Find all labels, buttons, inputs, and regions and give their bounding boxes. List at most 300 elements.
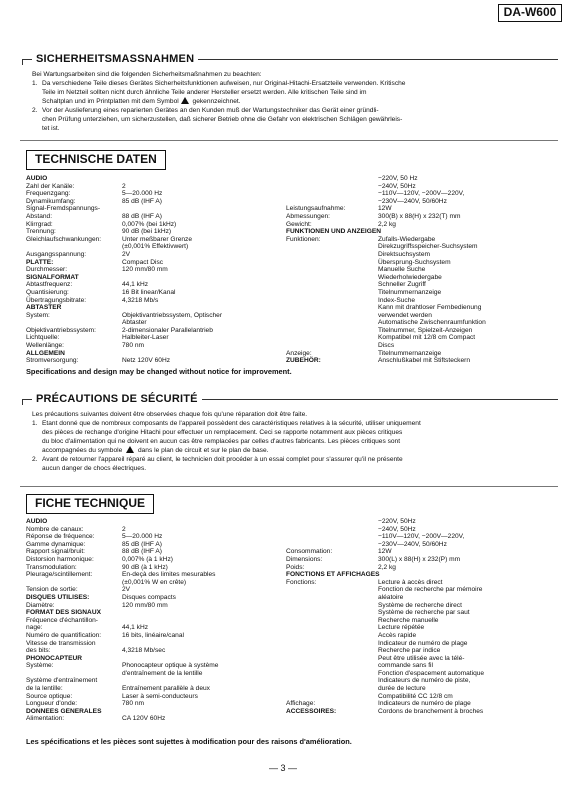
- spec-row: [286, 556, 556, 564]
- spec-label: [286, 175, 378, 183]
- spec-value: 44,1 kHz: [122, 624, 149, 632]
- spec-value: (±0,001% W en crête): [122, 578, 187, 586]
- spec-value: 5—20.000 Hz: [122, 533, 163, 541]
- spec-label: Objektivantriebssystem:: [26, 326, 96, 334]
- spec-value: 88 dB (IHF A): [122, 212, 162, 220]
- divider: [20, 486, 558, 487]
- spec-label: FORMAT DES SIGNAUX: [26, 609, 101, 617]
- tech-fr-left-column: [26, 518, 266, 723]
- spec-value: 5—20.000 Hz: [122, 190, 163, 198]
- spec-value: [381, 228, 556, 236]
- spec-label: [26, 243, 122, 251]
- spec-label: AUDIO: [26, 175, 48, 182]
- spec-label: ABTASTER: [26, 304, 62, 312]
- spec-label: [286, 586, 378, 594]
- safety-fr-intro: Les précautions suivantes doivent être observées chaque fois qu'une réparation doit être faite.: [32, 411, 308, 418]
- spec-label: [286, 289, 378, 297]
- spec-label: Abstand:: [26, 212, 53, 220]
- spec-label: ZUBEHÖR:: [286, 357, 321, 365]
- spec-row: [286, 700, 556, 708]
- spec-label: Klirrgrad:: [26, 220, 53, 228]
- spec-label: Alimentation:: [26, 715, 65, 723]
- spec-value: Lecture à accès direct: [378, 578, 443, 586]
- spec-row: [26, 198, 266, 206]
- spec-value: 2,2 kg: [378, 220, 396, 228]
- spec-value: Recherche par indice: [378, 647, 441, 655]
- safety-fr-body: [32, 410, 552, 473]
- spec-label: [286, 662, 378, 670]
- spec-row: [286, 602, 556, 610]
- spec-value: Accès rapide: [378, 631, 417, 639]
- spec-label: [286, 526, 378, 534]
- spec-label: Wellenlänge:: [26, 342, 65, 350]
- spec-value: [122, 640, 266, 648]
- tech-de-note: Specifications and design may be changed without notice for improvement.: [26, 367, 292, 376]
- spec-row: [286, 228, 556, 236]
- spec-row: [26, 281, 266, 289]
- spec-row: [286, 594, 556, 602]
- spec-label: Durchmesser:: [26, 266, 68, 274]
- spec-row: [286, 259, 556, 267]
- spec-label: Affichage:: [286, 700, 316, 708]
- spec-row: [26, 571, 266, 579]
- item-line: dans le plan de circuit et sur le plan de base.: [137, 447, 269, 454]
- item-number: 2.: [32, 456, 38, 463]
- tech-de-left-column: [26, 175, 266, 365]
- spec-label: [286, 266, 378, 274]
- spec-row: [286, 579, 556, 587]
- spec-row: [286, 289, 556, 297]
- item-line: Vor der Auslieferung eines reparierten Gerätes an den Kunden muß der Wartungstechniker das Gerät einer gründli-: [42, 107, 379, 114]
- spec-label: [286, 693, 378, 701]
- spec-value: −240V, 50Hz: [378, 525, 416, 533]
- spec-row: [286, 632, 556, 640]
- spec-row: [286, 609, 556, 617]
- item-number: 2.: [32, 107, 38, 114]
- tech-fr-note: Les spécifications et les pièces sont sujettes à modification pour des raisons d'amélioration.: [26, 737, 352, 746]
- spec-row: [26, 655, 266, 663]
- spec-row: [286, 312, 556, 320]
- warning-triangle-icon: [181, 97, 189, 104]
- spec-row: [286, 190, 556, 198]
- spec-value: Netz 120V 60Hz: [122, 357, 171, 365]
- spec-row: [26, 594, 266, 602]
- spec-label: Abtastfrequenz:: [26, 281, 73, 289]
- spec-row: [286, 281, 556, 289]
- spec-label: [286, 677, 378, 685]
- item-line: accompagnées du symbole: [42, 447, 123, 454]
- spec-label: DISQUES UTILISES:: [26, 593, 90, 601]
- spec-value: −230V—240V, 50/60Hz: [378, 540, 447, 548]
- spec-value: 2-dimensionaler Parallelantrieb: [122, 326, 213, 334]
- spec-row: [26, 526, 266, 534]
- spec-value: Compact Disc: [122, 258, 164, 266]
- spec-value: 12W: [378, 548, 392, 556]
- spec-row: [26, 289, 266, 297]
- spec-label: [286, 594, 378, 602]
- spec-value: 300(B) x 88(H) x 232(T) mm: [378, 212, 461, 220]
- spec-row: [286, 685, 556, 693]
- spec-label: [286, 297, 378, 305]
- spec-value: Lecture répétée: [378, 624, 425, 632]
- spec-value: 12W: [378, 205, 392, 213]
- spec-row: [26, 677, 266, 685]
- spec-label: AUDIO: [26, 518, 48, 525]
- spec-row: [26, 213, 266, 221]
- spec-value: Übersprung-Suchsystem: [378, 258, 451, 266]
- spec-label: ALLGEMEIN: [26, 349, 65, 357]
- spec-label: [286, 624, 378, 632]
- spec-label: [286, 617, 378, 625]
- spec-value: Indicateurs de numéro de piste,: [378, 677, 471, 685]
- spec-label: Gewicht:: [286, 220, 312, 228]
- spec-value: Kann mit drahtloser Fernbedienung: [378, 304, 482, 312]
- spec-label: [286, 609, 378, 617]
- spec-value: d'entraînement de la lentille: [122, 669, 203, 677]
- spec-value: 780 nm: [122, 700, 144, 708]
- spec-row: [26, 617, 266, 625]
- spec-label: [286, 243, 378, 251]
- item-line: Schaltplan und im Printplatten mit dem Symbol: [42, 98, 179, 105]
- spec-label: Consommation:: [286, 548, 333, 556]
- spec-label: [286, 533, 378, 541]
- item-line: Teile im Netzteil sollten nicht durch ähnliche Teile anderer Hersteller ersetzt werden. Alle kritischen Teile sind im: [42, 89, 367, 96]
- spec-label: Tension de sortie:: [26, 586, 78, 594]
- spec-value: Schneller Zugriff: [378, 281, 426, 289]
- safety-fr-item-1: [32, 419, 552, 455]
- spec-value: [122, 677, 266, 685]
- spec-row: [286, 541, 556, 549]
- spec-value: Halbleiter-Laser: [122, 334, 169, 342]
- spec-row: [26, 685, 266, 693]
- spec-row: [26, 586, 266, 594]
- spec-row: [286, 236, 556, 244]
- spec-row: [26, 312, 266, 320]
- spec-value: 90 dB (à 1 kHz): [122, 563, 168, 571]
- spec-value: 2: [122, 525, 126, 533]
- spec-label: Rapport signal/bruit:: [26, 548, 86, 556]
- spec-row: [286, 548, 556, 556]
- item-line: des pièces de rechange d'origine Hitachi pour effectuer un remplacement. Ceci se rapporte notamment aux pièces critiques: [42, 429, 403, 436]
- spec-row: [26, 319, 266, 327]
- spec-row: [286, 297, 556, 305]
- spec-row: [26, 183, 266, 191]
- spec-value: 90 dB (bei 1kHz): [122, 228, 172, 236]
- spec-value: 0,007% (à 1 kHz): [122, 555, 173, 563]
- safety-fr-header: [22, 392, 558, 406]
- spec-row: [26, 518, 266, 526]
- spec-row: [26, 350, 266, 358]
- spec-label: Abmessungen:: [286, 212, 330, 220]
- spec-label: [286, 655, 378, 663]
- spec-label: Vitesse de transmission: [26, 639, 96, 647]
- item-line: gekennzeichnet.: [192, 98, 241, 105]
- spec-value: 85 dB (IHF A): [122, 540, 162, 548]
- spec-label: Numéro de quantification:: [26, 631, 102, 639]
- spec-label: [286, 198, 378, 206]
- spec-value: 16 bits, linéaire/canal: [122, 631, 184, 639]
- spec-value: 780 nm: [122, 342, 144, 350]
- spec-label: [286, 312, 378, 320]
- spec-row: [286, 213, 556, 221]
- spec-label: [286, 327, 378, 335]
- spec-label: Poids:: [286, 563, 305, 571]
- spec-label: [26, 579, 122, 587]
- spec-value: 2V: [122, 250, 131, 258]
- spec-row: [286, 266, 556, 274]
- spec-row: [26, 556, 266, 564]
- spec-value: 120 mm/80 mm: [122, 601, 168, 609]
- spec-value: Objektivantriebssystem, Optischer: [122, 311, 223, 319]
- spec-value: Titelnummer, Spielzeit-Anzeigen: [378, 326, 473, 334]
- spec-value: Index-Suche: [378, 296, 416, 304]
- spec-row: [286, 342, 556, 350]
- item-line: Da verschiedene Teile dieses Gerätes Sicherheitsfunktionen aufweisen, nur Original-Hitachi-Ersatzteile verwenden. Kritische: [42, 80, 406, 87]
- spec-value: [79, 274, 266, 282]
- spec-row: [26, 609, 266, 617]
- spec-label: [286, 251, 378, 259]
- spec-label: des bits:: [26, 647, 51, 655]
- spec-label: Frequenzgang:: [26, 190, 71, 198]
- spec-row: [26, 647, 266, 655]
- spec-row: [286, 175, 556, 183]
- spec-value: −220V, 50 Hz: [378, 175, 418, 182]
- spec-label: Distorsion harmonique:: [26, 555, 94, 563]
- spec-row: [286, 327, 556, 335]
- spec-label: [286, 632, 378, 640]
- spec-row: [26, 700, 266, 708]
- spec-row: [286, 640, 556, 648]
- spec-value: 4,3218 Mb/s: [122, 296, 159, 304]
- spec-value: 120 mm/80 mm: [122, 266, 168, 274]
- spec-label: Zahl der Kanäle:: [26, 182, 75, 190]
- spec-label: Source optique:: [26, 692, 73, 700]
- spec-value: Compatibilité CC 12/8 cm: [378, 692, 453, 700]
- spec-row: [286, 526, 556, 534]
- spec-value: Wiederholwiedergabe: [378, 273, 442, 281]
- spec-row: [286, 677, 556, 685]
- spec-value: Discs: [378, 342, 395, 350]
- spec-label: Stromversorgung:: [26, 357, 79, 365]
- spec-label: [286, 685, 378, 693]
- safety-fr-title: PRÉCAUTIONS DE SÉCURITÉ: [32, 392, 202, 406]
- spec-value: 4,3218 Mb/sec: [122, 647, 166, 655]
- model-badge: DA-W600: [498, 4, 562, 22]
- spec-label: [286, 274, 378, 282]
- spec-value: 2: [122, 182, 126, 190]
- spec-value: Peut être utilisée avec la télé-: [378, 654, 465, 662]
- spec-row: [26, 274, 266, 282]
- warning-triangle-icon: [126, 446, 134, 453]
- safety-de-item-2: [32, 106, 552, 133]
- spec-row: [26, 533, 266, 541]
- spec-value: Fonction d'espacement automatique: [378, 669, 485, 677]
- spec-label: Diamètre:: [26, 601, 55, 609]
- spec-label: Dynamikumfang:: [26, 197, 76, 205]
- spec-value: Entraînement parallèle à deux: [122, 685, 210, 693]
- spec-row: [26, 243, 266, 251]
- item-line: tet ist.: [42, 125, 60, 132]
- spec-value: Abtaster: [122, 319, 147, 327]
- spec-row: [26, 670, 266, 678]
- safety-de-item-1: [32, 79, 552, 106]
- spec-label: Transmodulation:: [26, 563, 77, 571]
- spec-value: aléatoire: [378, 593, 404, 601]
- spec-value: [122, 205, 266, 213]
- spec-row: [26, 715, 266, 723]
- spec-label: [286, 319, 378, 327]
- spec-row: [286, 205, 556, 213]
- spec-value: Titelnummernanzeige: [378, 288, 442, 296]
- spec-row: [26, 564, 266, 572]
- spec-value: Manuelle Suche: [378, 266, 426, 274]
- spec-label: ACCESSOIRES:: [286, 707, 337, 715]
- spec-value: [65, 350, 266, 358]
- spec-value: Système de recherche par saut: [378, 609, 470, 617]
- spec-row: [286, 304, 556, 312]
- item-line: du bloc d'alimentation qui ne doivent en aucun cas être remplacées par celles d'autres fabricants. Les pièces critiques sont: [42, 438, 401, 445]
- spec-label: Anzeige:: [286, 349, 312, 357]
- spec-label: [26, 319, 122, 327]
- spec-value: 16 Bit linear/Kanal: [122, 288, 176, 296]
- spec-label: Trennung:: [26, 228, 56, 236]
- spec-row: [26, 541, 266, 549]
- spec-value: Système de recherche direct: [378, 601, 462, 609]
- spec-label: Nombre de canaux:: [26, 525, 84, 533]
- spec-row: [26, 236, 266, 244]
- spec-row: [26, 624, 266, 632]
- spec-label: [286, 342, 378, 350]
- spec-label: Système:: [26, 662, 54, 670]
- spec-row: [286, 586, 556, 594]
- page-number: — 3 —: [268, 763, 297, 773]
- spec-row: [286, 662, 556, 670]
- spec-row: [286, 221, 556, 229]
- spec-row: [26, 342, 266, 350]
- spec-label: [286, 183, 378, 191]
- spec-label: Gamme dynamique:: [26, 540, 86, 548]
- spec-row: [26, 327, 266, 335]
- spec-row: [26, 221, 266, 229]
- spec-label: [286, 518, 378, 526]
- spec-label: Dimensions:: [286, 555, 323, 563]
- spec-value: [47, 175, 266, 183]
- spec-label: Ausgangsspannung:: [26, 250, 87, 258]
- spec-label: [286, 281, 378, 289]
- spec-value: [61, 304, 266, 312]
- spec-row: [286, 357, 556, 365]
- spec-value: 300(L) x 88(H) x 232(P) mm: [378, 555, 461, 563]
- spec-value: Indicateurs de numéro de plage: [378, 700, 471, 708]
- spec-row: [286, 518, 556, 526]
- spec-value: −240V, 50Hz: [378, 182, 416, 190]
- spec-row: [26, 602, 266, 610]
- tech-fr-title: FICHE TECHNIQUE: [26, 494, 154, 514]
- tech-fr-right-column: [286, 518, 556, 715]
- spec-value: −110V—120V, −200V—220V,: [378, 190, 465, 198]
- safety-de-intro: Bei Wartungsarbeiten sind die folgenden Sicherheitsmaßnahmen zu beachten:: [32, 71, 262, 78]
- spec-label: Pleurage/scintillement:: [26, 571, 93, 579]
- spec-label: de la lentille:: [26, 685, 63, 693]
- spec-label: Lichtquelle:: [26, 334, 60, 342]
- spec-row: [286, 571, 556, 579]
- spec-label: Réponse de fréquence:: [26, 533, 95, 541]
- safety-de-title: SICHERHEITSMASSNAHMEN: [32, 52, 198, 66]
- spec-value: Disques compacts: [122, 593, 176, 601]
- spec-row: [286, 243, 556, 251]
- item-line: Etant donné que de nombreux composants de l'appareil possèdent des caractéristiques relatives à la sécurité, utiliser uniquement: [42, 420, 421, 427]
- spec-value: Phonocapteur optique à système: [122, 662, 219, 670]
- spec-value: Unter meßbarer Grenze: [122, 235, 192, 243]
- spec-row: [26, 266, 266, 274]
- spec-value: Anschlußkabel mit Stiftsteckern: [378, 357, 470, 365]
- spec-label: Übertragungsbitrate:: [26, 296, 87, 304]
- spec-row: [286, 655, 556, 663]
- spec-label: [286, 334, 378, 342]
- spec-value: [101, 708, 266, 716]
- spec-label: Système d'entraînement: [26, 677, 98, 685]
- spec-label: DONNEES GENERALES: [26, 707, 102, 715]
- spec-value: [122, 617, 266, 625]
- spec-row: [26, 662, 266, 670]
- spec-row: [26, 708, 266, 716]
- spec-value: Laser à semi-conducteurs: [122, 692, 198, 700]
- spec-row: [286, 183, 556, 191]
- spec-row: [286, 647, 556, 655]
- spec-row: [286, 624, 556, 632]
- spec-value: Indicateur de numéro de plage: [378, 639, 468, 647]
- spec-row: [26, 548, 266, 556]
- spec-label: [286, 304, 378, 312]
- spec-value: −230V—240V, 50/60Hz: [378, 197, 447, 205]
- spec-label: SIGNALFORMAT: [26, 273, 79, 281]
- spec-value: [380, 571, 556, 579]
- spec-label: [286, 259, 378, 267]
- spec-row: [286, 533, 556, 541]
- spec-value: Direktsuchsystem: [378, 250, 431, 258]
- spec-label: Quantisierung:: [26, 288, 69, 296]
- item-line: chen Prüfung unterziehen, um sicherzustellen, daß sicherer Betrieb ohne die Gefahr von elektrischen Schlägen gewährleis-: [42, 116, 403, 123]
- spec-value: 2V: [122, 586, 131, 594]
- spec-row: [26, 357, 266, 365]
- spec-value: 2,2 kg: [378, 563, 396, 571]
- spec-label: [286, 541, 378, 549]
- spec-row: [286, 693, 556, 701]
- spec-row: [286, 708, 556, 716]
- spec-value: Direkzugriffsspeicher-Suchsystem: [378, 243, 478, 251]
- spec-label: Fonctions:: [286, 578, 317, 586]
- spec-row: [286, 334, 556, 342]
- spec-label: [286, 640, 378, 648]
- tech-de-right-column: [286, 175, 556, 365]
- spec-value: Recherche manuelle: [378, 616, 439, 624]
- spec-row: [286, 251, 556, 259]
- spec-label: System:: [26, 311, 50, 319]
- spec-row: [286, 617, 556, 625]
- divider: [20, 140, 558, 141]
- spec-value: Automatische Zwischenraumfunktion: [378, 319, 486, 327]
- spec-row: [26, 297, 266, 305]
- spec-row: [286, 670, 556, 678]
- spec-label: nage:: [26, 624, 43, 632]
- spec-row: [26, 205, 266, 213]
- spec-row: [26, 251, 266, 259]
- spec-row: [26, 190, 266, 198]
- spec-label: PLATTE:: [26, 258, 54, 266]
- spec-label: Gleichlaufschwankungen:: [26, 235, 102, 243]
- spec-value: commande sans fil: [378, 662, 433, 670]
- spec-row: [26, 632, 266, 640]
